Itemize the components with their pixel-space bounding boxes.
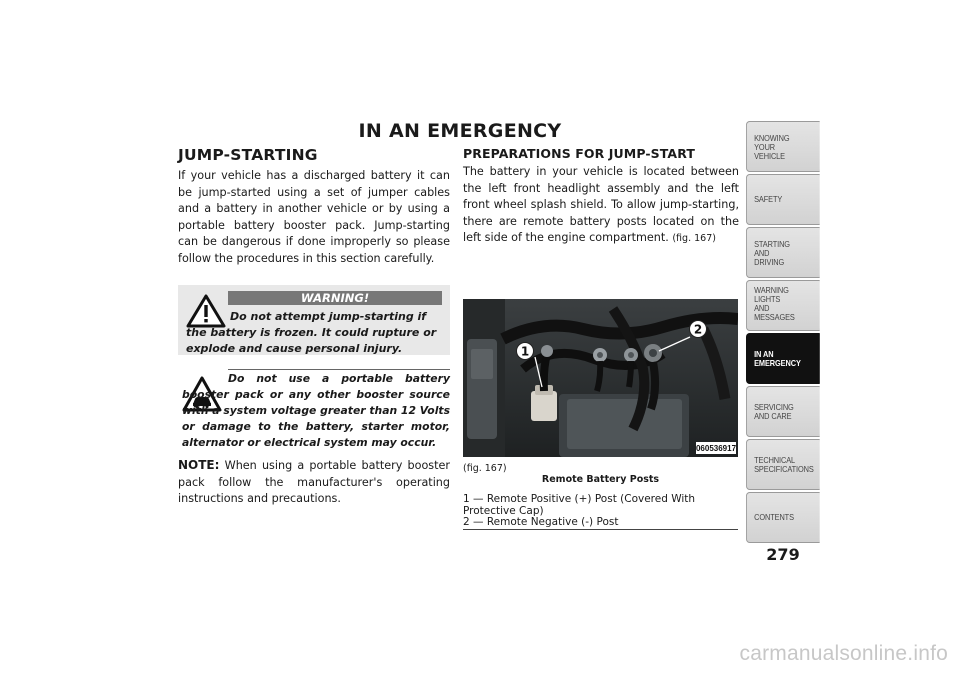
note-paragraph [178, 457, 450, 508]
tab-warning-lights-and-messages[interactable]: WARNING LIGHTS AND MESSAGES [746, 280, 820, 331]
figure-number: (fig. 167) [463, 463, 507, 474]
subsection-heading: PREPARATIONS FOR JUMP-START [463, 146, 695, 161]
note-label: NOTE: [178, 458, 220, 472]
callout-2-label: 2 [693, 322, 703, 337]
chapter-tabs [746, 121, 820, 545]
warning-box [178, 285, 450, 355]
left-column [178, 146, 450, 508]
tab-servicing-and-care[interactable]: SERVICING AND CARE [746, 386, 820, 437]
right-column [463, 146, 739, 248]
legend-item-2: 2 — Remote Negative (-) Post [463, 516, 619, 528]
preparations-text: The battery in your vehicle is located between the left front headlight assembly and the left front wheel splash shield. To allow jump-starting, there are remote battery posts located on the left side of the engine compartment. [463, 165, 739, 244]
figure-code: 060536917 [695, 444, 737, 453]
intro-paragraph: If your vehicle has a discharged battery it can be jump-started using a set of jumper cables and a battery in another vehicle or by using a portable battery booster pack. Jump-starting can be dangerous if done improperly so please follow the procedures in this section carefully. [178, 169, 450, 265]
caution-text: Do not use a portable battery booster pack or any other booster source with a system voltage greater than 12 Volts or damage to the battery, starter motor, alternator or electrical system may occur. [182, 372, 450, 449]
section-heading: JUMP-STARTING [178, 146, 318, 164]
figure-reference: (fig. 167) [672, 233, 716, 244]
tab-safety[interactable]: SAFETY [746, 174, 820, 225]
caution-block [178, 369, 450, 447]
tab-in-an-emergency[interactable]: IN AN EMERGENCY [746, 333, 820, 384]
page-title: IN AN EMERGENCY [358, 120, 562, 142]
legend-divider [463, 529, 738, 530]
caution-divider [228, 369, 450, 370]
callout-1-label: 1 [520, 344, 530, 359]
tab-technical-specifications[interactable]: TECHNICAL SPECIFICATIONS [746, 439, 820, 490]
note-text: When using a portable battery booster pack follow the manufacturer's operating instructions and precautions. [178, 459, 451, 505]
figure-legend [463, 494, 738, 529]
legend-item-1: 1 — Remote Positive (+) Post (Covered With Protective Cap) [463, 493, 696, 517]
tab-contents[interactable]: CONTENTS [746, 492, 820, 543]
watermark: carmanualsonline.info [739, 642, 948, 665]
tab-knowing-your-vehicle[interactable]: KNOWING YOUR VEHICLE [746, 121, 820, 172]
page-number: 279 [766, 545, 800, 564]
warning-text: Do not attempt jump-starting if the battery is frozen. It could rupture or explode and cause personal injury. [186, 310, 437, 355]
figure-caption: Remote Battery Posts [541, 474, 660, 485]
warning-label: WARNING! [228, 291, 442, 305]
tab-starting-and-driving[interactable]: STARTING AND DRIVING [746, 227, 820, 278]
preparations-paragraph [463, 164, 739, 248]
engine-compartment-photo [463, 299, 738, 457]
